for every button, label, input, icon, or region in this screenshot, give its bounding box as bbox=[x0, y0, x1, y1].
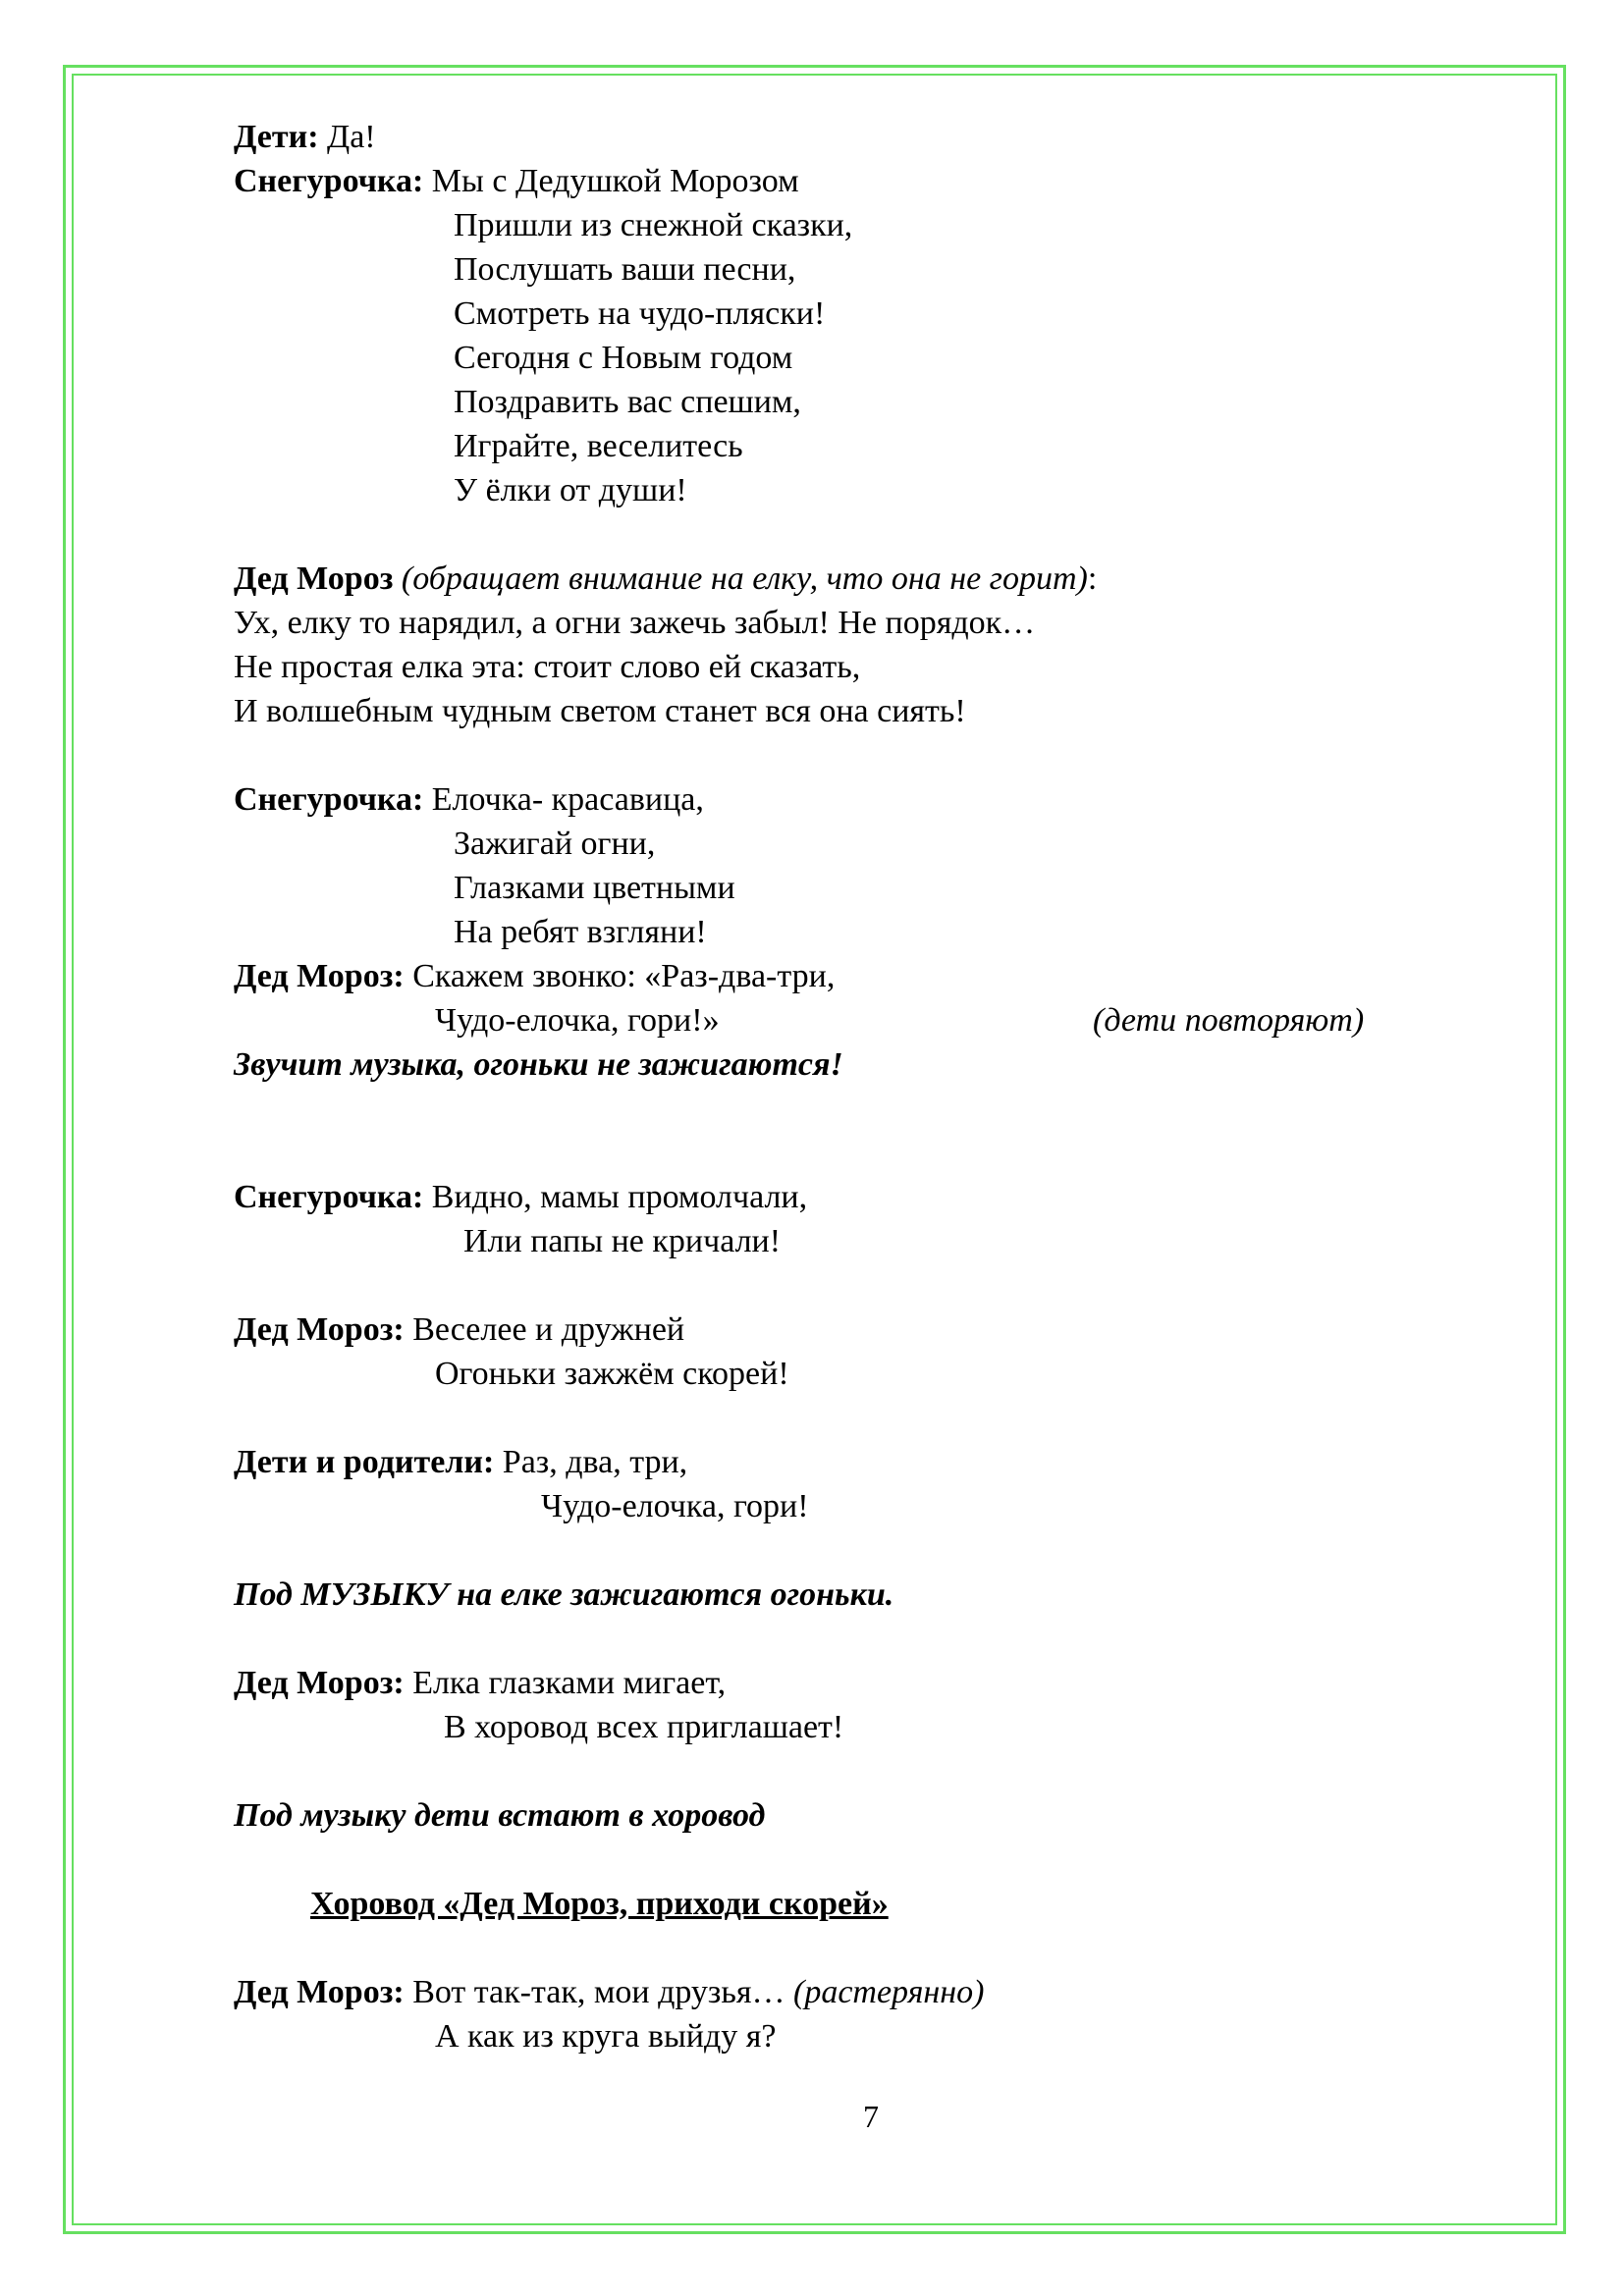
speaker: Снегурочка: bbox=[234, 1179, 424, 1215]
verse-line: Огоньки зажжём скорей! bbox=[435, 1356, 789, 1392]
punctuation: : bbox=[1087, 561, 1098, 597]
verse-line: На ребят взгляни! bbox=[454, 914, 707, 950]
verse-line: У ёлки от души! bbox=[454, 472, 687, 508]
speaker: Снегурочка: bbox=[234, 163, 424, 199]
speaker: Дед Мороз: bbox=[234, 1665, 405, 1701]
verse-line: Сегодня с Новым годом bbox=[454, 340, 793, 376]
verse-line: Или папы не кричали! bbox=[463, 1223, 782, 1259]
speech: Видно, мамы промолчали, bbox=[423, 1179, 808, 1215]
page-number: 7 bbox=[863, 2099, 879, 2134]
speaker: Дед Мороз bbox=[234, 561, 394, 597]
line-snegurochka-1 bbox=[234, 162, 799, 201]
speaker: Дети: bbox=[234, 119, 319, 155]
line-ded-moroz-3 bbox=[234, 1664, 726, 1703]
stage-direction: Под МУЗЫКУ на елке зажигаются огоньки. bbox=[234, 1576, 894, 1613]
speech: Елочка- красавица, bbox=[423, 781, 704, 818]
verse-line: Смотреть на чудо-пляски! bbox=[454, 295, 826, 332]
speaker: Дети и родители: bbox=[234, 1444, 495, 1480]
verse-line: Пришли из снежной сказки, bbox=[454, 207, 853, 243]
prose-line: Ух, елку то нарядил, а огни зажечь забыл! Не порядок… bbox=[234, 605, 1036, 641]
line-ded-moroz-1 bbox=[234, 957, 835, 996]
line-ded-moroz-stage-direction bbox=[234, 560, 1097, 599]
speech: Скажем звонко: «Раз-два-три, bbox=[404, 958, 836, 994]
verse-line: Зажигай огни, bbox=[454, 826, 656, 862]
line-snegurochka-2 bbox=[234, 780, 704, 820]
speech: Да! bbox=[318, 119, 376, 155]
verse-line: А как из круга выйду я? bbox=[435, 2018, 777, 2055]
stage-note: (растерянно) bbox=[793, 1974, 985, 2010]
prose-line: И волшебным чудным светом станет вся она сиять! bbox=[234, 693, 966, 729]
line-ded-moroz-2 bbox=[234, 1310, 684, 1350]
stage-direction: Звучит музыка, огоньки не зажигаются! bbox=[234, 1046, 843, 1083]
song-title: Хоровод «Дед Мороз, приходи скорей» bbox=[310, 1886, 889, 1922]
speaker: Дед Мороз: bbox=[234, 1311, 405, 1348]
speech: Раз, два, три, bbox=[494, 1444, 688, 1480]
verse-line: Поздравить вас спешим, bbox=[454, 384, 801, 420]
verse-line: Чудо-елочка, гори!» bbox=[435, 1002, 720, 1039]
verse-line: Послушать ваши песни, bbox=[454, 251, 796, 288]
verse-line: Глазками цветными bbox=[454, 870, 735, 906]
line-ded-moroz-4 bbox=[234, 1973, 984, 2012]
line-children-parents bbox=[234, 1443, 687, 1482]
speech: Мы с Дедушкой Морозом bbox=[423, 163, 799, 199]
speaker: Дед Мороз: bbox=[234, 1974, 405, 2010]
verse-line: Чудо-елочка, гори! bbox=[541, 1488, 809, 1524]
stage-note: (обращает внимание на елку, что она не горит) bbox=[393, 561, 1088, 597]
verse-line: В хоровод всех приглашает! bbox=[444, 1709, 844, 1745]
stage-direction: Под музыку дети встают в хоровод bbox=[234, 1797, 766, 1834]
prose-line: Не простая елка эта: стоит слово ей сказать, bbox=[234, 649, 861, 685]
speech: Вот так-так, мои друзья… bbox=[404, 1974, 793, 2010]
speech: Елка глазками мигает, bbox=[404, 1665, 727, 1701]
speaker: Снегурочка: bbox=[234, 781, 424, 818]
verse-line: Играйте, веселитесь bbox=[454, 428, 743, 464]
line-children-yes bbox=[234, 118, 376, 157]
stage-note-children-repeat: (дети повторяют) bbox=[1093, 1002, 1365, 1039]
speaker: Дед Мороз: bbox=[234, 958, 405, 994]
speech: Веселее и дружней bbox=[404, 1311, 685, 1348]
line-snegurochka-3 bbox=[234, 1178, 807, 1217]
